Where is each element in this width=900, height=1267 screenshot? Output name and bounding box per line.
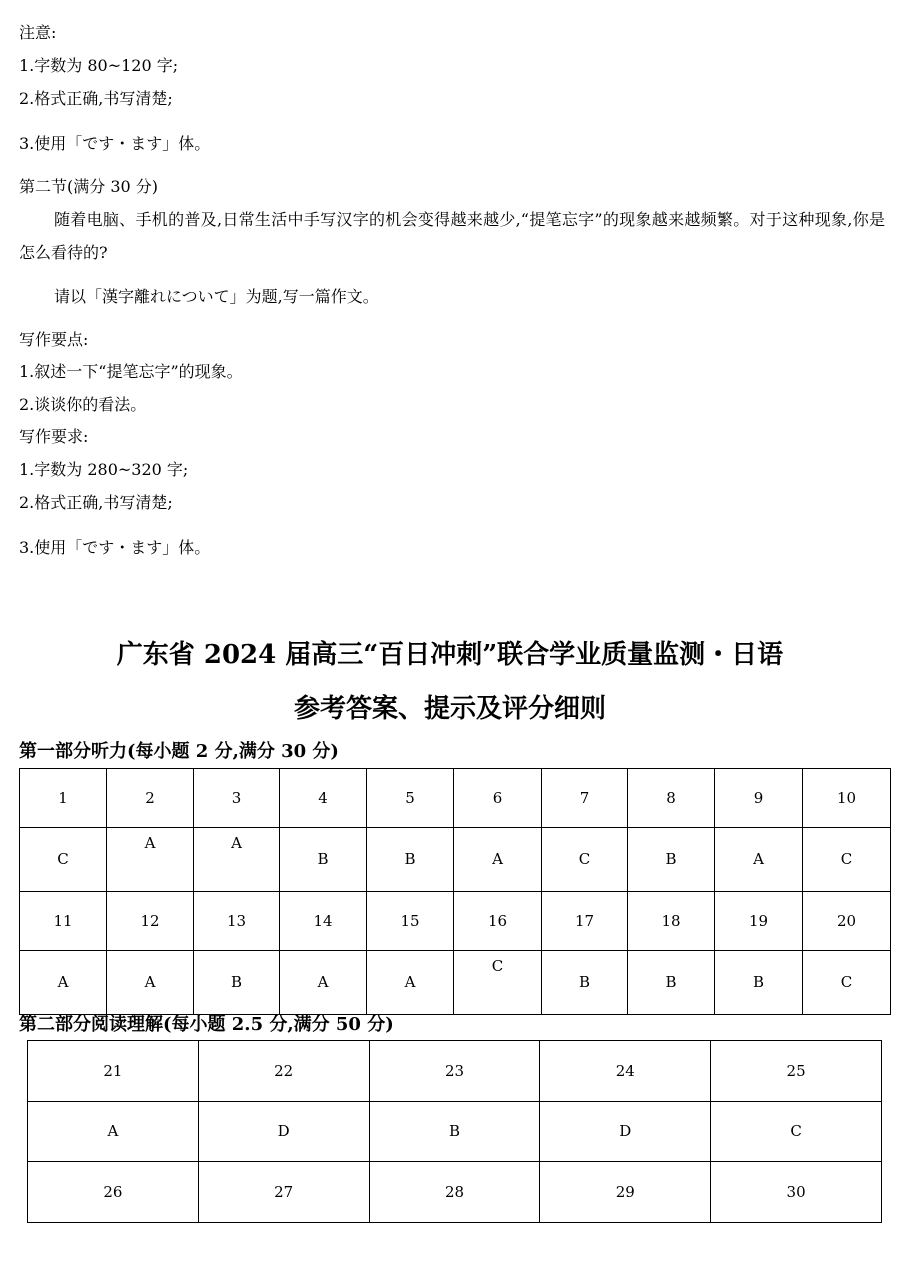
writing-requirement: 3.使用「です・ます」体。 xyxy=(19,538,211,557)
answer-cell: A xyxy=(107,950,194,1015)
answer-cell: B xyxy=(194,950,280,1015)
answer-cell: A xyxy=(454,827,542,892)
answer-cell: A xyxy=(20,950,107,1015)
question-number-row xyxy=(28,1162,882,1223)
answer-cell: D xyxy=(198,1101,369,1162)
answer-cell: C xyxy=(454,950,542,1015)
writing-requirement: 1.字数为 280~320 字; xyxy=(19,460,189,479)
question-number: 20 xyxy=(803,892,891,951)
answer-cell: A xyxy=(280,950,367,1015)
answer-cell: B xyxy=(367,827,454,892)
question-number: 28 xyxy=(369,1162,540,1223)
writing-requirement: 2.格式正确,书写清楚; xyxy=(19,493,173,512)
question-number: 11 xyxy=(20,892,107,951)
section2-prompt: 请以「漢字離れについて」为题,写一篇作文。 xyxy=(54,287,379,306)
question-number: 18 xyxy=(628,892,715,951)
question-number: 24 xyxy=(540,1041,711,1102)
question-number: 10 xyxy=(803,769,891,828)
question-number: 12 xyxy=(107,892,194,951)
question-number: 6 xyxy=(454,769,542,828)
part2-answer-table xyxy=(27,1040,882,1223)
question-number: 13 xyxy=(194,892,280,951)
notes-item: 1.字数为 80~120 字; xyxy=(19,56,179,75)
notes-item: 3.使用「です・ます」体。 xyxy=(19,134,211,153)
answer-cell: B xyxy=(369,1101,540,1162)
answer-row xyxy=(20,950,891,1015)
question-number: 25 xyxy=(711,1041,882,1102)
answer-cell: C xyxy=(803,827,891,892)
answer-cell: B xyxy=(715,950,803,1015)
question-number: 29 xyxy=(540,1162,711,1223)
question-number: 15 xyxy=(367,892,454,951)
answer-row xyxy=(20,827,891,892)
answer-cell: A xyxy=(715,827,803,892)
question-number: 30 xyxy=(711,1162,882,1223)
writing-point: 1.叙述一下“提笔忘字”的现象。 xyxy=(19,362,243,381)
question-number: 4 xyxy=(280,769,367,828)
answer-cell: C xyxy=(542,827,628,892)
question-number: 8 xyxy=(628,769,715,828)
question-number: 2 xyxy=(107,769,194,828)
answer-cell: D xyxy=(540,1101,711,1162)
writing-requirements-heading: 写作要求: xyxy=(19,427,89,446)
question-number: 16 xyxy=(454,892,542,951)
question-number-row xyxy=(20,769,891,828)
question-number: 17 xyxy=(542,892,628,951)
answer-cell: A xyxy=(107,827,194,892)
answer-key-title: 广东省 2024 届高三“百日冲刺”联合学业质量监测・日语 xyxy=(116,640,784,670)
notes-heading: 注意: xyxy=(19,23,57,42)
question-number: 26 xyxy=(28,1162,199,1223)
answer-cell: A xyxy=(28,1101,199,1162)
question-number: 21 xyxy=(28,1041,199,1102)
question-number: 5 xyxy=(367,769,454,828)
question-number-row xyxy=(28,1041,882,1102)
answer-cell: B xyxy=(628,950,715,1015)
answer-cell: C xyxy=(20,827,107,892)
question-number: 22 xyxy=(198,1041,369,1102)
question-number: 9 xyxy=(715,769,803,828)
question-number: 7 xyxy=(542,769,628,828)
section2-paragraph: 随着电脑、手机的普及,日常生活中手写汉字的机会变得越来越少,“提笔忘字”的现象越来越频繁。对于这种现象,你是怎么看待的? xyxy=(19,210,885,262)
question-number: 14 xyxy=(280,892,367,951)
question-number-row xyxy=(20,892,891,951)
answer-cell: A xyxy=(194,827,280,892)
question-number: 27 xyxy=(198,1162,369,1223)
writing-point: 2.谈谈你的看法。 xyxy=(19,395,147,414)
section2-heading: 第二节(满分 30 分) xyxy=(19,177,159,196)
part1-heading: 第一部分听力(每小题 2 分,满分 30 分) xyxy=(19,741,339,762)
answer-cell: A xyxy=(367,950,454,1015)
answer-cell: B xyxy=(542,950,628,1015)
question-number: 19 xyxy=(715,892,803,951)
answer-cell: C xyxy=(711,1101,882,1162)
question-number: 1 xyxy=(20,769,107,828)
answer-cell: B xyxy=(280,827,367,892)
answer-row xyxy=(28,1101,882,1162)
part2-heading: 第二部分阅读理解(每小题 2.5 分,满分 50 分) xyxy=(19,1014,394,1035)
writing-points-heading: 写作要点: xyxy=(19,330,89,349)
answer-cell: B xyxy=(628,827,715,892)
question-number: 23 xyxy=(369,1041,540,1102)
answer-cell: C xyxy=(803,950,891,1015)
part1-answer-table xyxy=(19,768,891,1015)
notes-item: 2.格式正确,书写清楚; xyxy=(19,89,173,108)
answer-key-subtitle: 参考答案、提示及评分细则 xyxy=(293,694,606,724)
question-number: 3 xyxy=(194,769,280,828)
